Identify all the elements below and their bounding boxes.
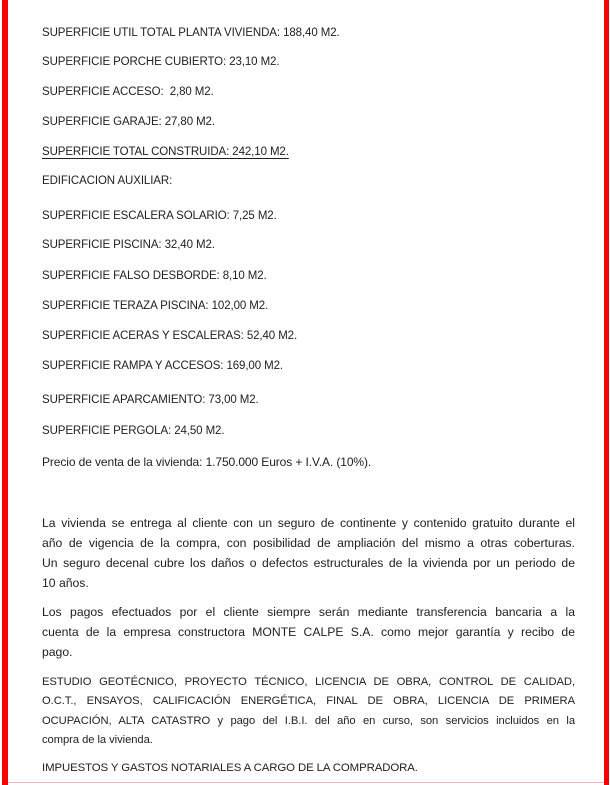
paragraph-line: O.C.T., ENSAYOS, CALIFICACIÓN ENERGÉTICA, FINAL DE OBRA, LICENCIA DE PRIMERA [42, 695, 575, 708]
paragraph-line: OCUPACIÓN, ALTA CATASTRO y pago del I.B.I. del año en curso, son servicios incluidos en la [42, 714, 575, 727]
paragraph-line: cuenta de la empresa constructora MONTE CALPE S.A. como mejor garantía y recibo de [42, 625, 575, 639]
paragraph-line: ESTUDIO GEOTÉCNICO, PROYECTO TÉCNICO, LICENCIA DE OBRA, CONTROL DE CALIDAD, [42, 676, 575, 688]
spec-line-garaje: SUPERFICIE GARAJE: 27,80 M2. [42, 116, 215, 128]
spec-line-teraza-piscina: SUPERFICIE TERAZA PISCINA: 102,00 M2. [42, 300, 269, 312]
scan-border-right [604, 0, 609, 785]
spec-line-edificacion-auxiliar: EDIFICACION AUXILIAR: [42, 175, 173, 187]
spec-line-pergola: SUPERFICIE PERGOLA: 24,50 M2. [42, 425, 225, 437]
spec-line-aceras-escaleras: SUPERFICIE ACERAS Y ESCALERAS: 52,40 M2. [42, 330, 298, 342]
paragraph-insurance [42, 513, 575, 593]
spec-line-superficie-util-total: SUPERFICIE UTIL TOTAL PLANTA VIVIENDA: 188,40 M2. [42, 27, 340, 39]
paragraph-line: IMPUESTOS Y GASTOS NOTARIALES A CARGO DE LA COMPRADORA. [42, 762, 418, 774]
paragraph-line: compra de la vivienda. [42, 734, 153, 747]
spec-line-aparcamiento: SUPERFICIE APARCAMIENTO: 73,00 M2. [42, 394, 259, 406]
price-line: Precio de venta de la vivienda: 1.750.000 Euros + I.V.A. (10%). [42, 455, 372, 469]
spec-line-escalera-solario: SUPERFICIE ESCALERA SOLARIO: 7,25 M2. [42, 210, 277, 222]
spec-line-falso-desborde: SUPERFICIE FALSO DESBORDE: 8,10 M2. [42, 270, 267, 282]
paragraph-line: pago. [42, 645, 73, 659]
paragraph-line: 10 años. [42, 576, 89, 590]
scan-border-left [2, 0, 8, 785]
spec-line-piscina: SUPERFICIE PISCINA: 32,40 M2. [42, 239, 215, 251]
paragraph-line: La vivienda se entrega al cliente con un seguro de continente y contenido gratuito durante el [42, 516, 575, 530]
paragraph-line: Un seguro decenal cubre los daños o defectos estructurales de la vivienda por un periodo de [42, 556, 575, 570]
line-taxes-notarial-costs [42, 760, 575, 776]
paragraph-payments [42, 602, 575, 662]
paragraph-included-services [42, 673, 575, 751]
spec-line-total-construida: SUPERFICIE TOTAL CONSTRUIDA: 242,10 M2. [42, 146, 289, 158]
paragraph-line: Los pagos efectuados por el cliente siempre serán mediante transferencia bancaria a la [42, 605, 575, 619]
spec-line-porche-cubierto: SUPERFICIE PORCHE CUBIERTO: 23,10 M2. [42, 56, 280, 68]
scan-artifact-bottom-line [8, 782, 604, 783]
spec-line-acceso: SUPERFICIE ACCESO: 2,80 M2. [42, 86, 214, 98]
spec-line-rampa-accesos: SUPERFICIE RAMPA Y ACCESOS: 169,00 M2. [42, 360, 283, 372]
paragraph-line: año de vigencia de la compra, con posibilidad de ampliación del mismo a otras coberturas. [42, 536, 575, 550]
